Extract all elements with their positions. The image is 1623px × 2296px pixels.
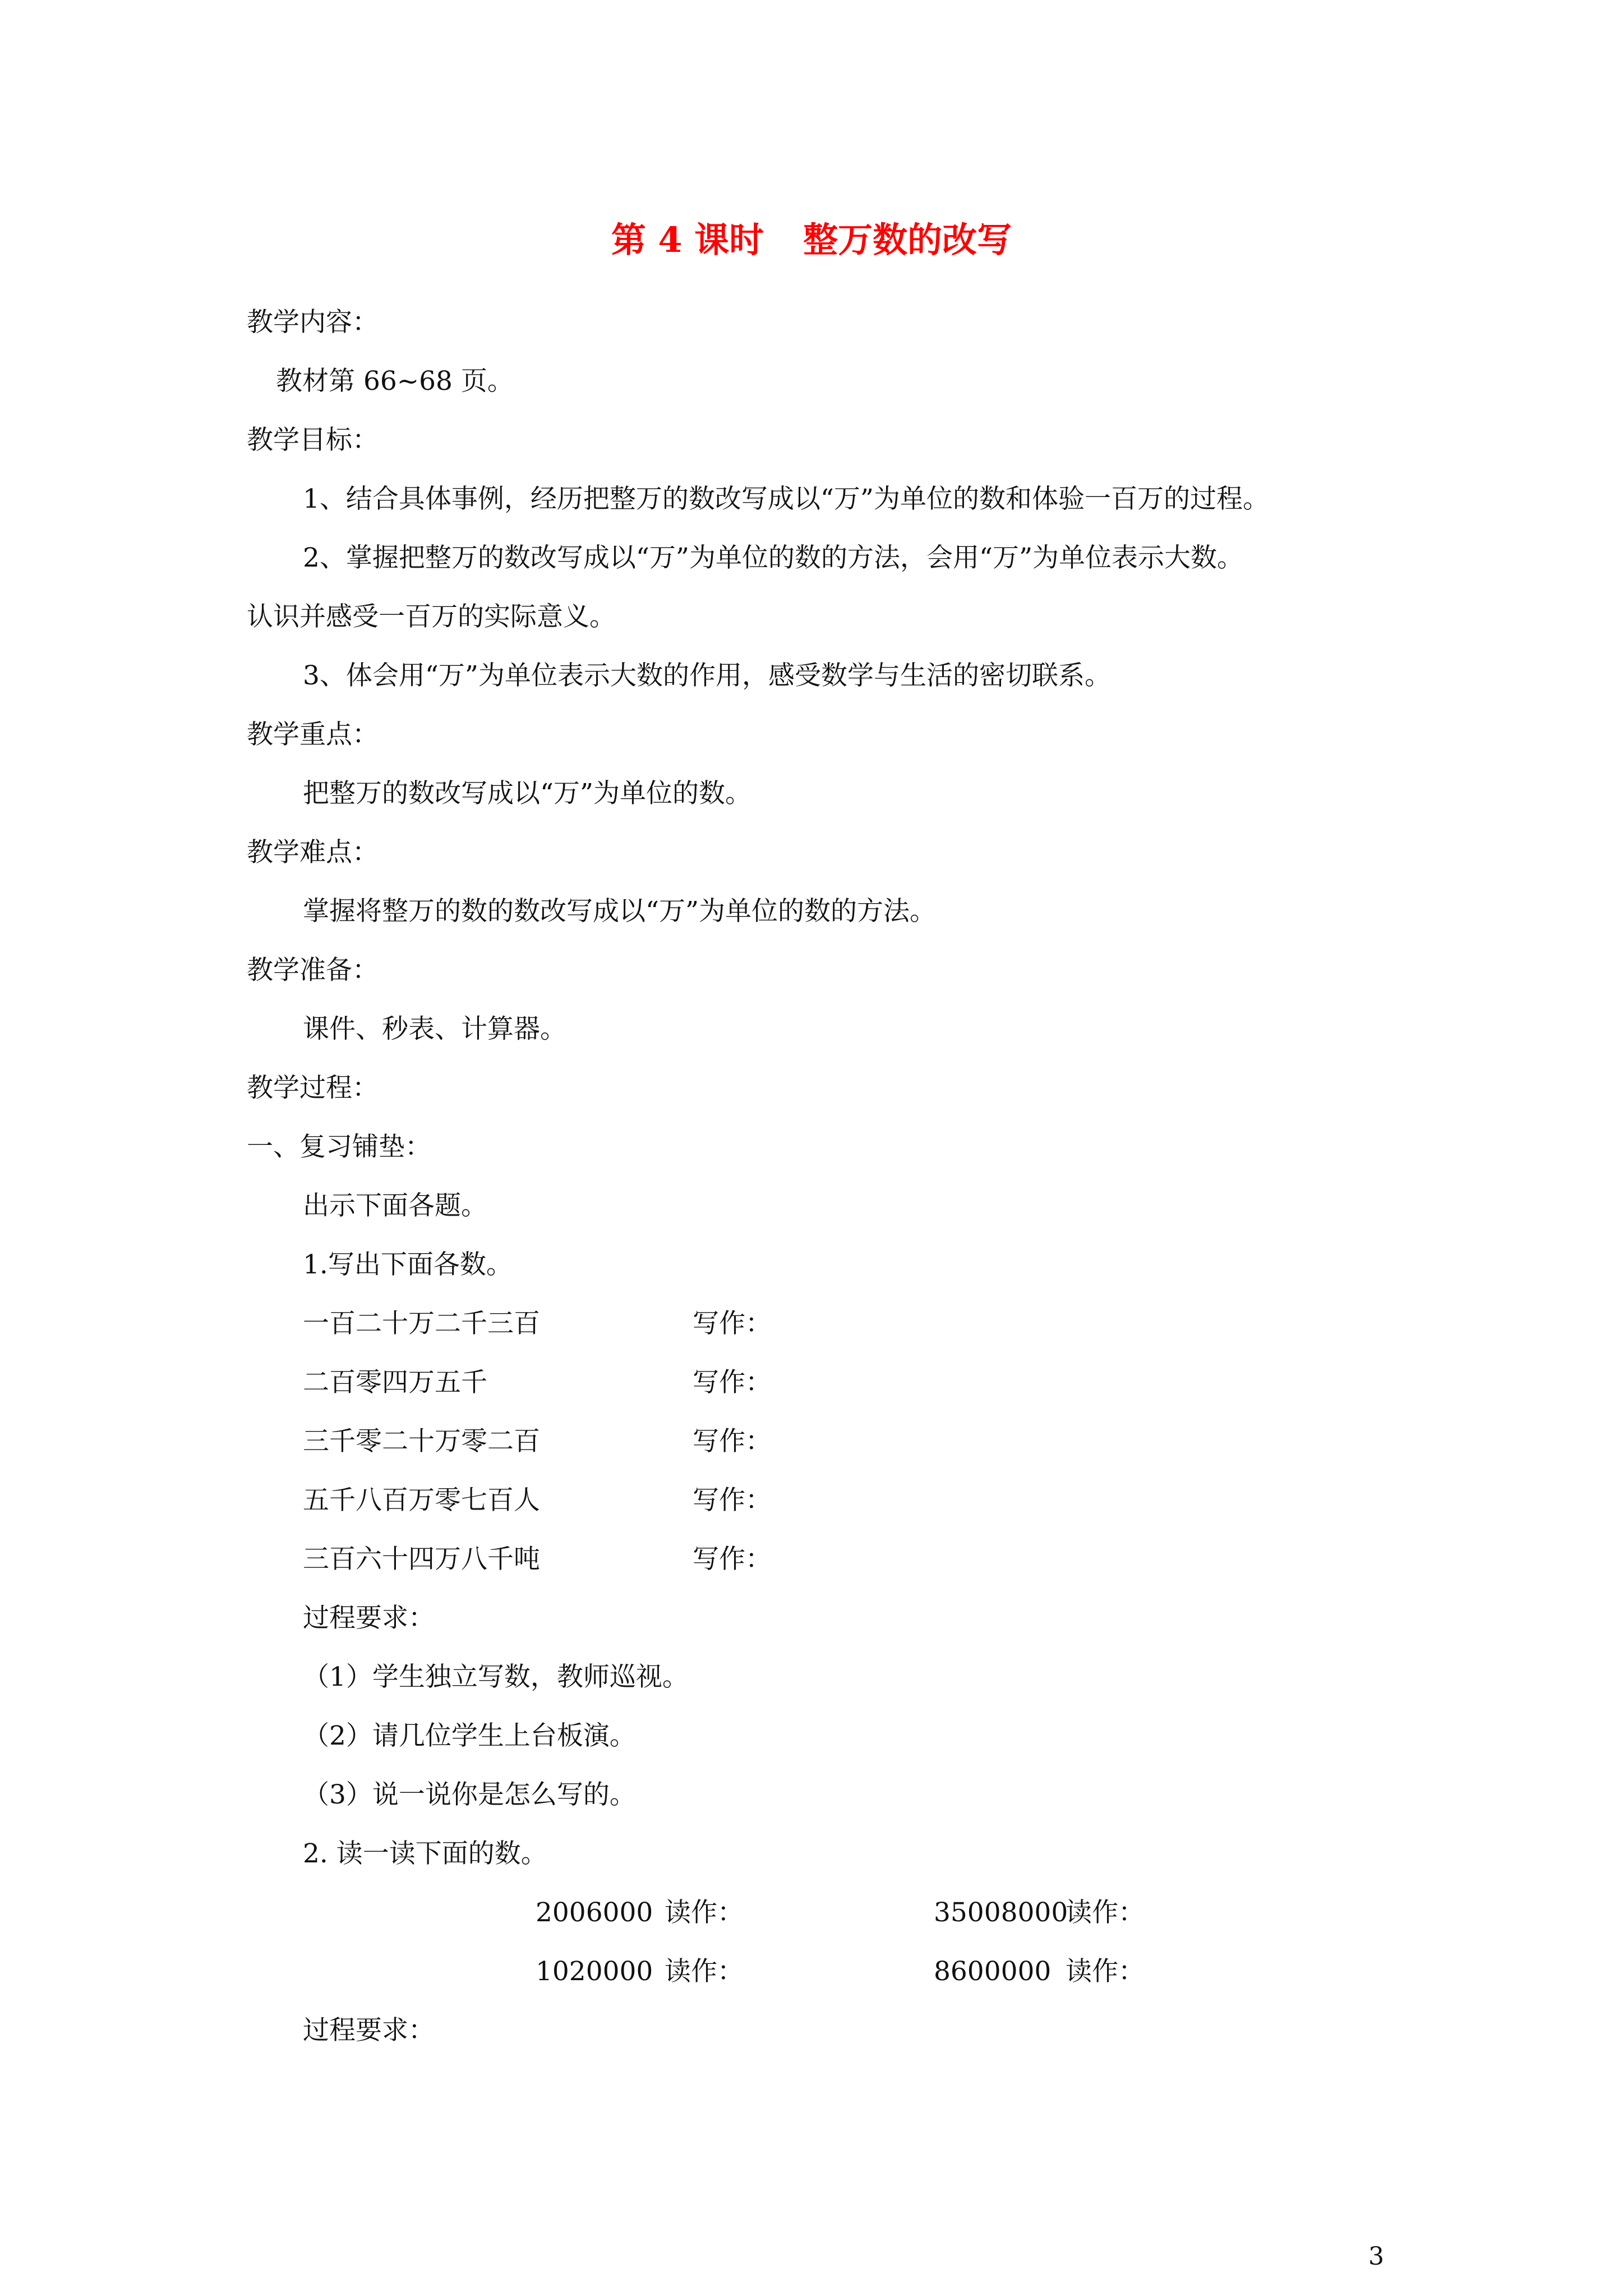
- preparation-text: 课件、秒表、计算器。: [303, 1014, 566, 1045]
- section-review: 一、复习铺垫：: [247, 1131, 431, 1162]
- lesson-topic: 整万数的改写: [803, 219, 1012, 260]
- process-heading: 教学过程：: [247, 1073, 379, 1103]
- requirement-item: （1）学生独立写数，教师巡视。: [303, 1662, 689, 1692]
- requirements-heading-2: 过程要求：: [303, 2015, 435, 2046]
- read-label: 读作：: [665, 1956, 744, 1987]
- write-item-text: 五千八百万零七百人: [303, 1485, 540, 1516]
- goal-item-1: 1、结合具体事例，经历把整万的数改写成以“万”为单位的数和体验一百万的过程。: [303, 484, 1269, 514]
- read-number: 35008000: [934, 1897, 1068, 1928]
- read-label: 读作：: [1066, 1897, 1145, 1928]
- difficulty-text: 掌握将整万的数的数改写成以“万”为单位的数的方法。: [303, 896, 937, 927]
- write-item-text: 三百六十四万八千吨: [303, 1544, 540, 1575]
- read-label: 读作：: [1066, 1956, 1145, 1987]
- question-1: 1.写出下面各数。: [303, 1249, 513, 1280]
- key-point-text: 把整万的数改写成以“万”为单位的数。: [303, 778, 752, 809]
- requirement-item: （2）请几位学生上台板演。: [303, 1720, 636, 1751]
- preparation-heading: 教学准备：: [247, 955, 379, 986]
- write-item-label: 写作：: [693, 1426, 772, 1457]
- goal-item-3: 3、体会用“万”为单位表示大数的作用，感受数学与生活的密切联系。: [303, 660, 1111, 691]
- requirement-item: （3）说一说你是怎么写的。: [303, 1779, 636, 1810]
- review-intro: 出示下面各题。: [303, 1190, 487, 1221]
- lesson-title: [0, 218, 1623, 263]
- content-heading: 教学内容：: [247, 307, 379, 338]
- write-item-label: 写作：: [693, 1367, 772, 1398]
- read-number: 2006000: [536, 1897, 653, 1928]
- read-number: 8600000: [934, 1956, 1052, 1987]
- read-label: 读作：: [665, 1897, 744, 1928]
- write-item-text: 一百二十万二千三百: [303, 1308, 540, 1339]
- goal-item-2-continued: 认识并感受一百万的实际意义。: [247, 601, 616, 632]
- write-item-label: 写作：: [693, 1308, 772, 1339]
- goal-item-2: 2、掌握把整万的数改写成以“万”为单位的数的方法，会用“万”为单位表示大数。: [303, 542, 1244, 573]
- key-point-heading: 教学重点：: [247, 719, 379, 750]
- page-number: 3: [1368, 2242, 1384, 2271]
- write-item-text: 二百零四万五千: [303, 1367, 487, 1398]
- lesson-number: 第 4 课时: [611, 219, 764, 260]
- question-2: 2. 读一读下面的数。: [303, 1838, 547, 1869]
- read-number: 1020000: [536, 1956, 653, 1987]
- write-item-label: 写作：: [693, 1544, 772, 1575]
- difficulty-heading: 教学难点：: [247, 837, 379, 868]
- write-item-label: 写作：: [693, 1485, 772, 1516]
- goals-heading: 教学目标：: [247, 425, 379, 455]
- write-item-text: 三千零二十万零二百: [303, 1426, 540, 1457]
- content-text: 教材第 66~68 页。: [276, 366, 514, 397]
- requirements-heading: 过程要求：: [303, 1603, 435, 1634]
